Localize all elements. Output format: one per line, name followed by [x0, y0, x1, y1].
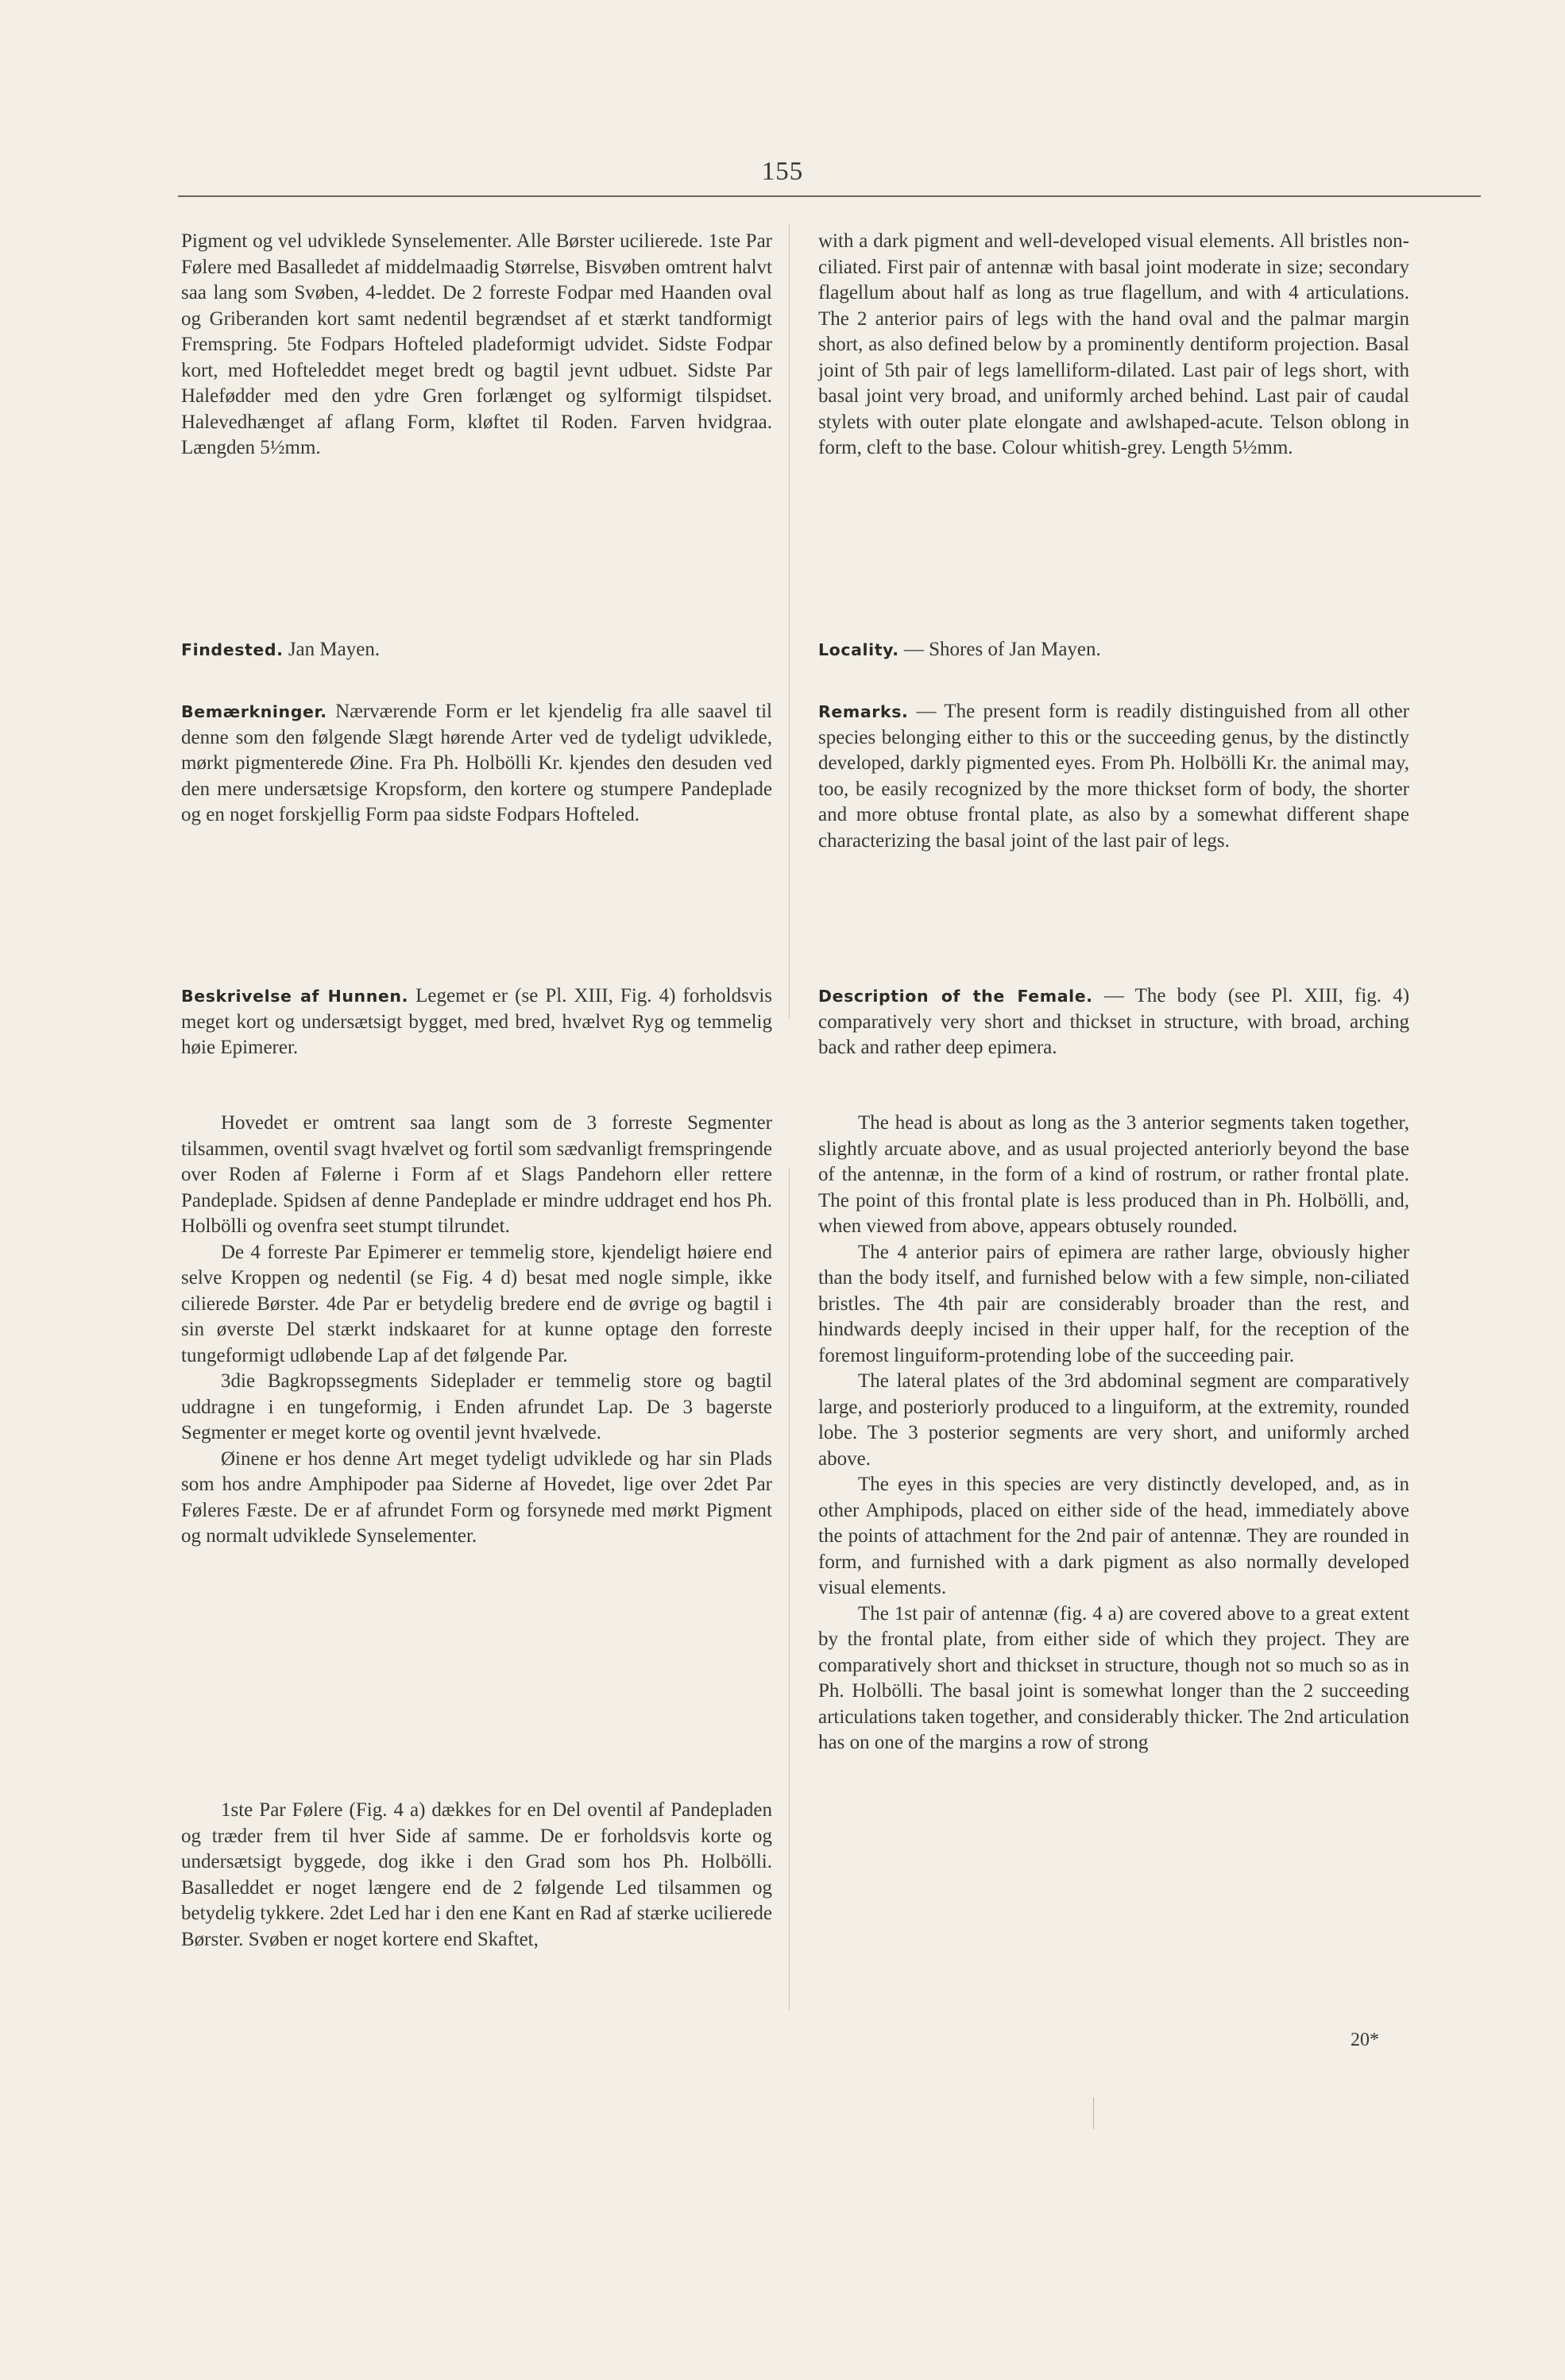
bemaerkninger-text: Nærværende Form er let kjendelig fra alle saavel til denne som den følgende Slægt hørende Arter ved de tydeligt udviklede, mørkt pigmenterede Øine. Fra Ph. Holbölli Kr. kjendes den desuden ved den mere undersætsige Kropsform, den kortere og stumpere Pandeplade og en noget forskjellig Form paa sidste Fodpars Hofteled. [181, 701, 773, 825]
left-paragraph-bagkrop: 3die Bagkropssegments Sideplader er temmelig store og bagtil uddragne i en tungeformig, i Enden afrundet Lap. De 3 bagerste Segmenter er meget korte og oventil jevnt hvælvede. [181, 1370, 772, 1443]
left-paragraph-folere: 1ste Par Følere (Fig. 4 a) dækkes for en Del oventil af Pandepladen og træder frem til hver Side af samme. De er forholdsvis korte og undersætsigt byggede, dog ikke i den Grad som hos Ph. Holbölli. Basalleddet er noget længere end de 2 følgende Led tilsammen og betydelig tykkere. 2det Led har i den ene Kant en Rad af stærke ucilierede Børster. Svøben er noget kortere end Skaftet, [181, 1799, 772, 1950]
right-intro-paragraph: with a dark pigment and well-developed visual elements. All bristles non-ciliated. First pair of antennæ with basal joint moderate in size; secondary flagellum about half as long as true flagellum, and with 4 articulations. The 2 anterior pairs of legs with the hand oval and the palmar margin short, as also defined below by a prominently dentiform projection. Basal joint of 5th pair of legs lamelliform-dilated. Last pair of legs short, with basal joint very broad, and uniformly arched behind. Last pair of caudal stylets with outer plate elongate and awlshaped-acute. Telson oblong in form, cleft to the base. Colour whitish-grey. Length 5½mm. [818, 230, 1409, 458]
right-paragraph-epimera: The 4 anterior pairs of epimera are rather large, obviously higher than the body itself, and furnished below with a few simple, non-ciliated bristles. The 4th pair are considerably broader than the rest, and hindwards deeply incised in their upper half, for the reception of the foremost linguiform-protending lobe of the succeeding pair. [818, 1241, 1409, 1366]
column-divider-lower [789, 1168, 790, 2010]
right-paragraph-lateral: The lateral plates of the 3rd abdominal segment are comparatively large, and posteriorly produced to a linguiform, at the extremity, rounded lobe. The 3 posterior segments are very short, and uniformly arched above. [818, 1370, 1409, 1470]
remarks-text: — The present form is readily distinguished from all other species belonging either to this or the succeeding genus, by the distinctly developed, darkly pigmented eyes. From Ph. Holbölli Kr. the animal may, too, be easily recognized by the more thickset form of body, the shorter and more obtuse frontal plate, as also by a somewhat different shape characterizing the basal joint of the last pair of legs. [818, 701, 1410, 852]
remarks-section [818, 699, 1409, 854]
right-paragraph-eyes: The eyes in this species are very distinctly developed, and, as in other Amphipods, placed on either side of the head, immediately above the points of attachment for the 2nd pair of antennæ. They are rounded in form, and furnished with a dark pigment as also normally developed visual elements. [818, 1474, 1409, 1598]
left-paragraph-oinene: Øinene er hos denne Art meget tydeligt udviklede og har sin Plads som hos andre Amphipoder paa Siderne af Hovedet, lige over 2det Par Føleres Fæste. De er af afrundet Form og forsynede med mørkt Pigment og normalt udviklede Synselementer. [181, 1447, 772, 1547]
binding-mark [1093, 2097, 1094, 2129]
page-number: 155 [761, 157, 804, 186]
remarks-heading: Remarks. [818, 702, 909, 721]
locality-heading: Locality. [818, 640, 899, 659]
column-divider [789, 224, 790, 1018]
beskrivelse-heading: Beskrivelse af Hunnen. [181, 987, 409, 1006]
description-section [818, 983, 1409, 1061]
beskrivelse-section [181, 983, 772, 1061]
description-heading: Description of the Female. [818, 987, 1093, 1006]
left-paragraph-hovedet: Hovedet er omtrent saa langt som de 3 forreste Segmenter tilsammen, oventil svagt hvælvet og fortil som sædvanligt fremspringende over Roden af Følerne i Form af et Slags Pandehorn eller rettere Pandeplade. Spidsen af denne Pandeplade er mindre uddraget end hos Ph. Holbölli og ovenfra seet stumpt tilrundet. [181, 1112, 772, 1237]
locality-text: — Shores of Jan Mayen. [903, 639, 1101, 660]
signature-mark: 20* [1351, 2030, 1379, 2050]
findested-section [181, 637, 772, 663]
locality-section [818, 637, 1409, 663]
description-text: — The body (see Pl. XIII, fig. 4) comparatively very short and thickset in structure, with broad, arching back and rather deep epimera. [818, 985, 1410, 1058]
bemaerkninger-heading: Bemærkninger. [181, 702, 327, 721]
right-body-block [818, 1111, 1409, 1756]
header-rule [178, 195, 1481, 197]
right-paragraph-antennae: The 1st pair of antennæ (fig. 4 a) are covered above to a great extent by the frontal plate, from either side of which they project. They are comparatively short and thickset in structure, though not so much so as in Ph. Holbölli. The basal joint is somewhat longer than the 2 succeeding articulations taken together, and considerably thicker. The 2nd articulation has on one of the margins a row of strong [818, 1602, 1409, 1753]
left-folere-block [181, 1798, 772, 1953]
right-intro-block [818, 229, 1409, 462]
left-paragraph-epimerer: De 4 forreste Par Epimerer er temmelig store, kjendeligt høiere end selve Kroppen og nedentil (se Fig. 4 d) besat med nogle simple, ikke cilierede Børster. 4de Par er betydelig bredere end de øvrige og bagtil i sin øverste Del stærkt indskaaret for at kunne optage den forreste tungeformigt udløbende Lap af det følgende Par. [181, 1241, 772, 1366]
right-paragraph-head: The head is about as long as the 3 anterior segments taken together, slightly arcuate above, and as usual projected anteriorly beyond the base of the antennæ, in the form of a kind of rostrum, or rather frontal plate. The point of this frontal plate is less produced than in Ph. Holbölli, and, when viewed from above, appears obtusely rounded. [818, 1112, 1409, 1237]
left-intro-block [181, 229, 772, 462]
findested-heading: Findested. [181, 640, 284, 659]
left-body-block [181, 1111, 772, 1550]
beskrivelse-text: Legemet er (se Pl. XIII, Fig. 4) forholdsvis meget kort og undersætsigt bygget, med bred, hvælvet Ryg og temmelig høie Epimerer. [181, 985, 773, 1058]
left-intro-paragraph: Pigment og vel udviklede Synselementer. Alle Børster ucilierede. 1ste Par Følere med Basalledet af middelmaadig Størrelse, Bisvøben omtrent halvt saa lang som Svøben, 4-leddet. De 2 forreste Fodpar med Haanden oval og Griberanden kort samt nedentil begrændset af et stærkt tandformigt Fremspring. 5te Fodpars Hofteled pladeformigt udvidet. Sidste Fodpar kort, med Hofteleddet meget bredt og bagtil jevnt udbuet. Sidste Par Halefødder med den ydre Gren forlænget og sylformigt tilspidset. Halevedhænget af aflang Form, kløftet til Roden. Farven hvidgraa. Længden 5½mm. [181, 230, 772, 458]
findested-text: Jan Mayen. [288, 639, 381, 660]
bemaerkninger-section [181, 699, 772, 829]
